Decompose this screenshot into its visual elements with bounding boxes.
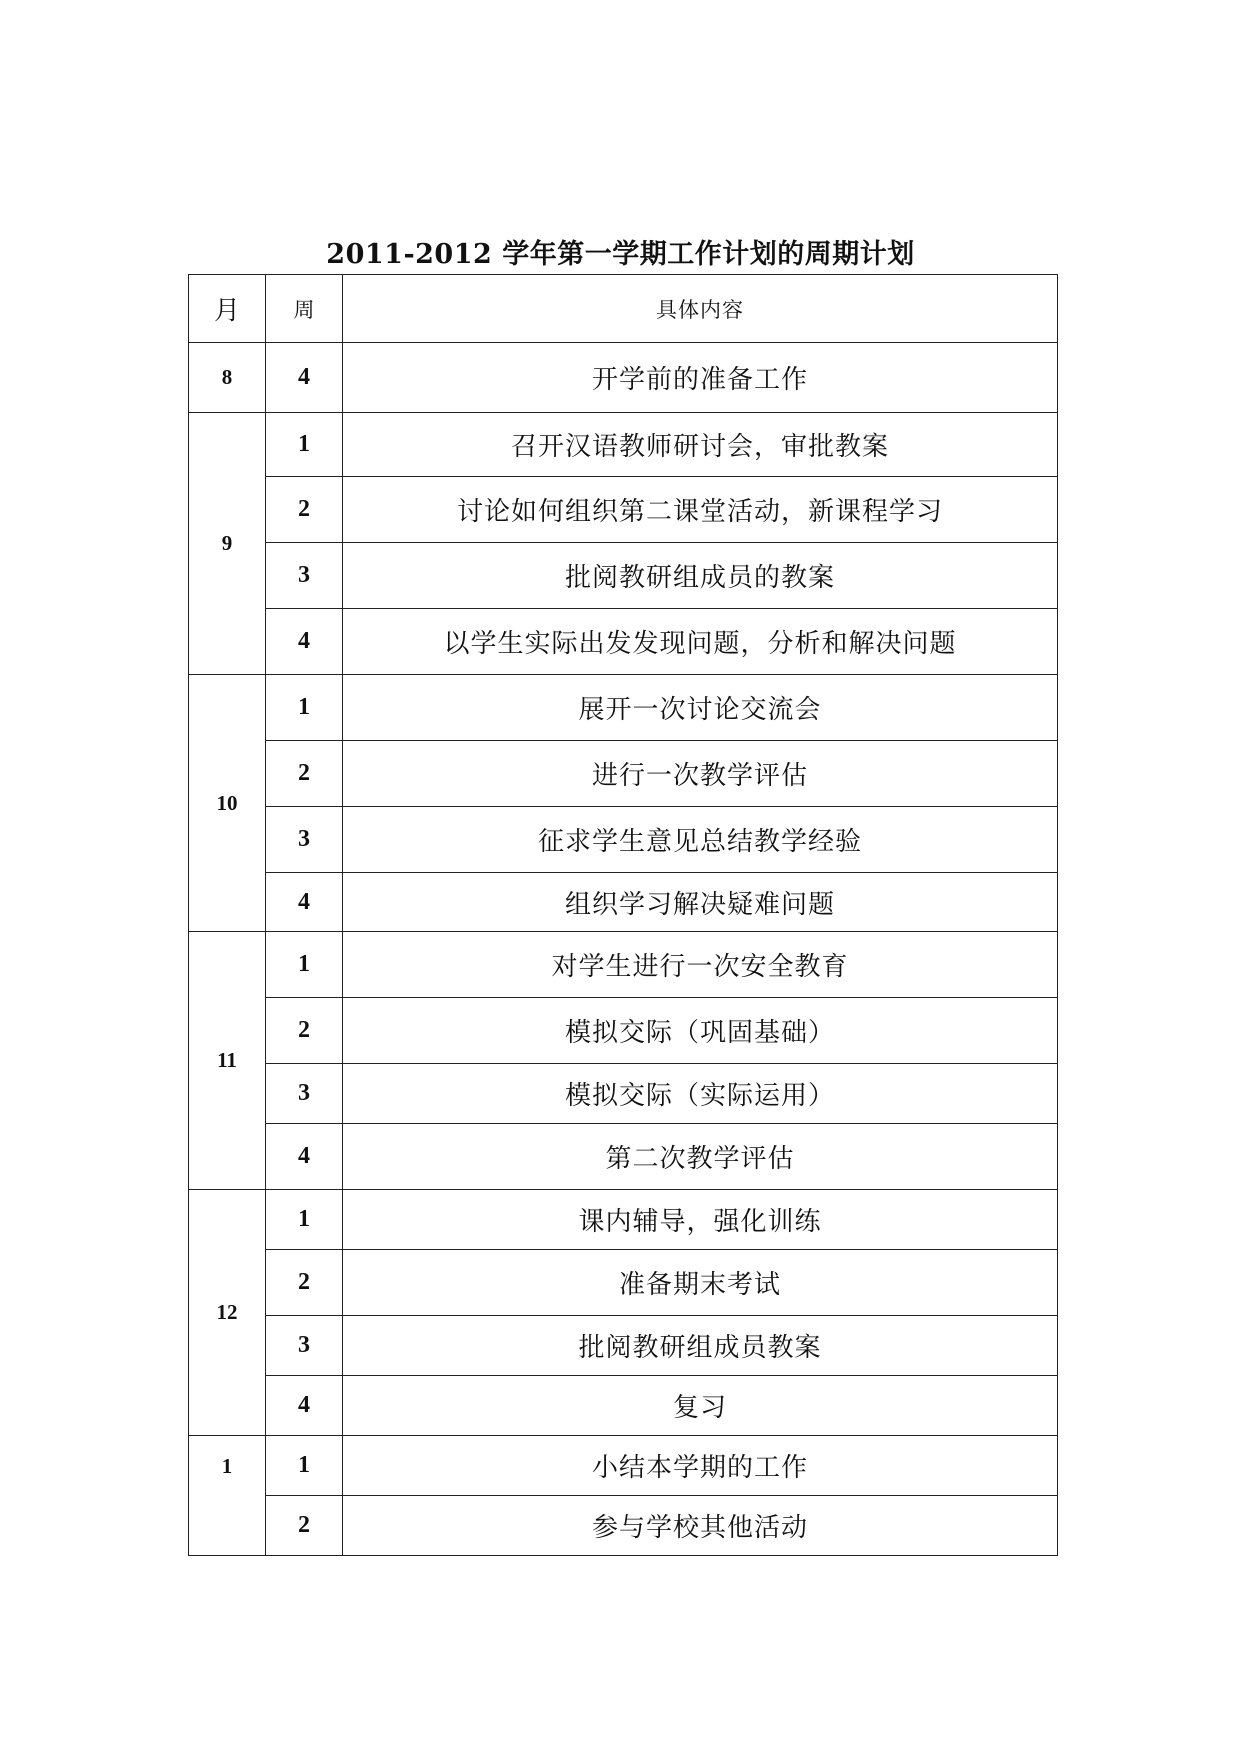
table-row [189,413,1058,477]
table-row [189,543,1058,609]
header-content: 具体内容 [343,275,1058,343]
week-cell: 3 [266,807,343,873]
table-row [189,998,1058,1064]
table-row [189,741,1058,807]
page-title: 2011-2012 学年第一学期工作计划的周期计划 [326,239,915,270]
table-row [189,477,1058,543]
content-cell: 小结本学期的工作 [343,1436,1058,1496]
week-cell: 4 [266,609,343,675]
table-row [189,343,1058,413]
content-cell: 第二次教学评估 [343,1124,1058,1190]
week-cell: 1 [266,675,343,741]
content-cell: 组织学习解决疑难问题 [343,873,1058,932]
content-cell: 批阅教研组成员教案 [343,1316,1058,1376]
header-week: 周 [266,275,343,343]
week-cell: 2 [266,741,343,807]
content-cell: 以学生实际出发发现问题，分析和解决问题 [343,609,1058,675]
header-month: 月 [189,275,266,343]
week-cell: 3 [266,543,343,609]
table-row [189,1316,1058,1376]
table-row [189,675,1058,741]
table-row [189,873,1058,932]
week-cell: 1 [266,1190,343,1250]
month-cell: 1 [189,1436,266,1556]
content-cell: 展开一次讨论交流会 [343,675,1058,741]
week-cell: 1 [266,932,343,998]
content-cell: 准备期末考试 [343,1250,1058,1316]
month-cell: 9 [189,413,266,675]
week-cell: 2 [266,1496,343,1556]
month-cell: 10 [189,675,266,932]
table-row [189,1124,1058,1190]
table-row [189,1250,1058,1316]
weekly-plan-table [188,274,1058,1556]
content-cell: 进行一次教学评估 [343,741,1058,807]
week-cell: 4 [266,1376,343,1436]
week-cell: 2 [266,1250,343,1316]
table-row [189,1436,1058,1496]
content-cell: 模拟交际（巩固基础） [343,998,1058,1064]
table-row [189,1190,1058,1250]
content-cell: 批阅教研组成员的教案 [343,543,1058,609]
week-cell: 3 [266,1316,343,1376]
table-row [189,807,1058,873]
table-row [189,1496,1058,1556]
week-cell: 1 [266,1436,343,1496]
table-row [189,1376,1058,1436]
content-cell: 召开汉语教师研讨会，审批教案 [343,413,1058,477]
content-cell: 课内辅导，强化训练 [343,1190,1058,1250]
week-cell: 4 [266,1124,343,1190]
week-cell: 4 [266,873,343,932]
month-cell: 11 [189,932,266,1190]
week-cell: 2 [266,998,343,1064]
month-cell: 12 [189,1190,266,1436]
week-cell: 1 [266,413,343,477]
content-cell: 参与学校其他活动 [343,1496,1058,1556]
content-cell: 征求学生意见总结教学经验 [343,807,1058,873]
content-cell: 讨论如何组织第二课堂活动，新课程学习 [343,477,1058,543]
week-cell: 2 [266,477,343,543]
content-cell: 对学生进行一次安全教育 [343,932,1058,998]
table-row [189,1064,1058,1124]
week-cell: 4 [266,343,343,413]
content-cell: 开学前的准备工作 [343,343,1058,413]
content-cell: 模拟交际（实际运用） [343,1064,1058,1124]
content-cell: 复习 [343,1376,1058,1436]
week-cell: 3 [266,1064,343,1124]
table-row [189,932,1058,998]
month-cell: 8 [189,343,266,413]
table-header-row [189,275,1058,343]
table-row [189,609,1058,675]
